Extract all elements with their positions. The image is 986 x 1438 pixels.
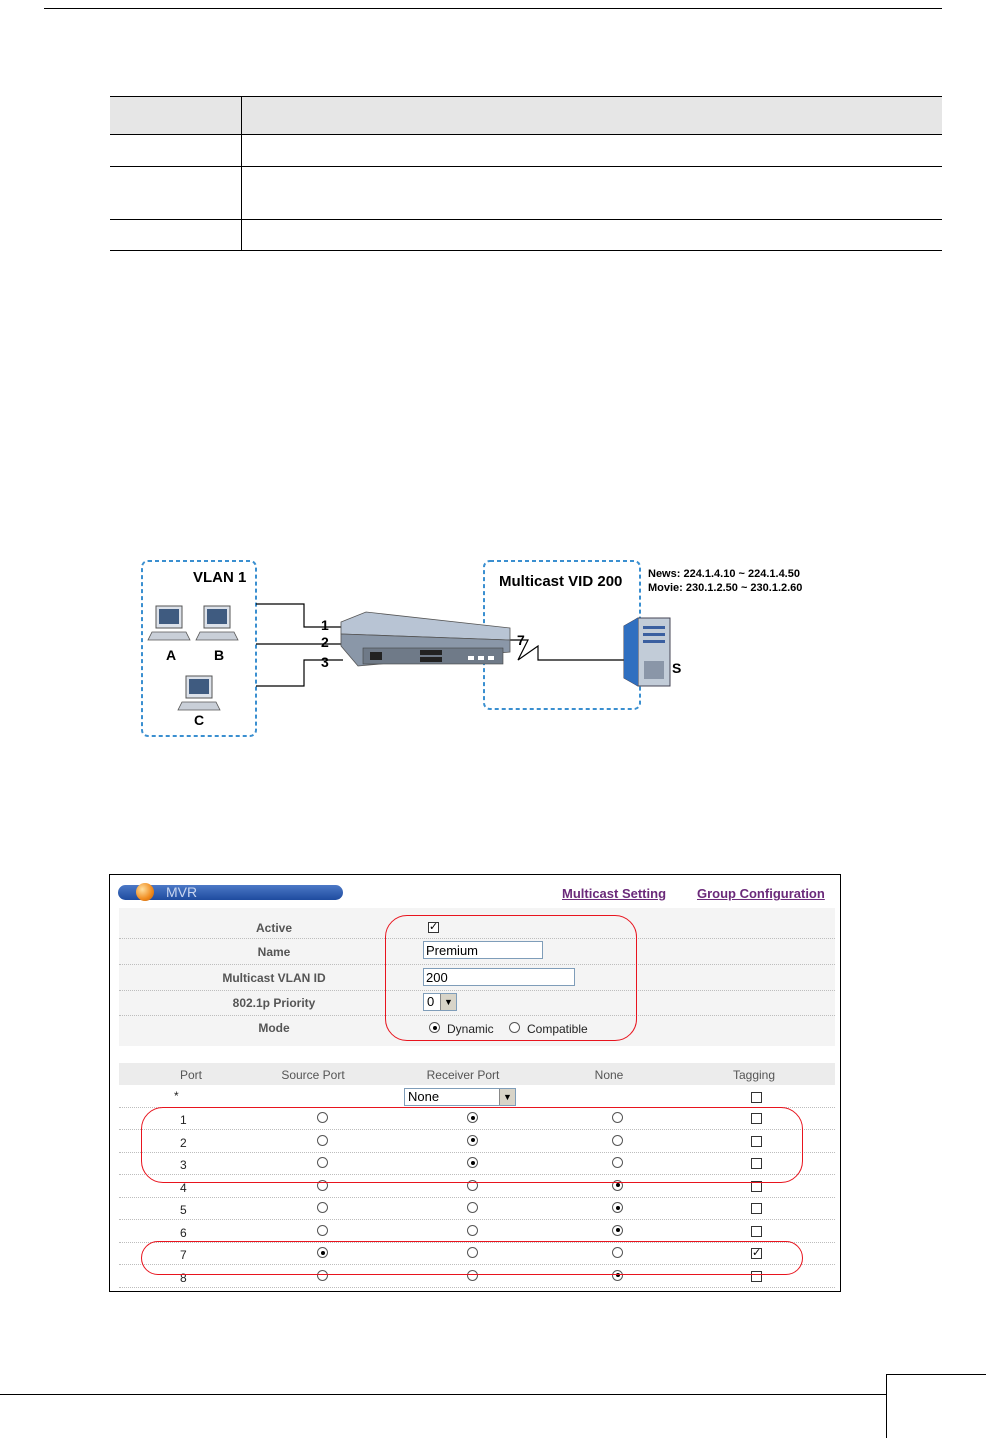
name-row [119,938,835,965]
tagging-checkbox[interactable] [751,1226,762,1237]
tagging-checkbox[interactable] [751,1158,762,1169]
chevron-down-icon: ▼ [499,1089,515,1105]
port-none-radio[interactable] [612,1247,623,1258]
port-3-label: 3 [321,654,329,670]
port-number: 5 [180,1203,187,1217]
group-configuration-link[interactable]: Group Configuration [697,886,825,901]
receiver-port-select[interactable] [404,1088,516,1106]
port-none-radio[interactable] [612,1135,623,1146]
computer-c-icon [178,676,220,710]
name-label: Name [257,945,291,959]
tagging-checkbox[interactable] [751,1136,762,1147]
tagging-checkbox[interactable] [751,1203,762,1214]
page-title: MVR [166,884,198,900]
port-none-radio[interactable] [612,1270,623,1281]
port-2-label: 2 [321,634,329,650]
port-1-label: 1 [321,617,329,633]
port-number: 3 [180,1158,187,1172]
table-row [119,1220,835,1243]
host-c-label: C [194,712,205,728]
port-receiver-radio[interactable] [467,1180,478,1191]
port-source-radio[interactable] [317,1180,328,1191]
news-range-label: News: 224.1.4.10 ~ 224.1.4.50 [648,568,800,580]
computer-a-icon [148,606,190,640]
port-receiver-radio[interactable] [467,1202,478,1213]
blank-table [110,96,942,251]
table-row [119,1197,835,1220]
vlan-row [119,964,835,991]
mode-label: Mode [258,1021,290,1035]
port-receiver-radio[interactable] [467,1270,478,1281]
mode-dynamic-label: Dynamic [447,1022,494,1036]
server-icon [624,618,670,686]
table-row [110,220,942,251]
multicast-setting-link[interactable]: Multicast Setting [562,886,667,901]
tagging-checkbox[interactable] [751,1181,762,1192]
port-source-radio[interactable] [317,1270,328,1281]
header-rule [44,8,942,9]
table-header-cell [110,97,242,135]
mode-dynamic-radio[interactable] [429,1022,440,1033]
all-ports-label: * [174,1089,179,1103]
tagging-checkbox[interactable]: ✓ [752,1247,762,1259]
vlan-id-label: Multicast VLAN ID [222,971,326,985]
active-label: Active [255,921,293,935]
port-number: 6 [180,1225,187,1240]
port-none-radio[interactable] [612,1225,623,1236]
port-source-radio[interactable] [317,1202,328,1213]
port-source-radio[interactable] [317,1225,328,1236]
mode-compatible-radio[interactable] [509,1022,520,1033]
port-none-radio[interactable] [612,1202,623,1213]
port-source-radio[interactable] [317,1112,328,1123]
table-row [119,1265,835,1288]
col-port-header: Port [179,1068,202,1082]
port-number: 4 [180,1180,187,1195]
port-receiver-radio[interactable] [467,1157,478,1168]
host-a-label: A [166,647,177,663]
computer-b-icon [196,606,238,640]
priority-row [119,990,835,1016]
receiver-port-select-value: None [408,1089,440,1104]
table-row [110,167,942,220]
priority-label: 802.1p Priority [232,996,316,1010]
mvr-network-diagram [138,556,828,746]
table-header-cell [242,97,943,135]
port-number: 7 [180,1248,187,1262]
port-none-radio[interactable] [612,1157,623,1168]
mode-compatible-label: Compatible [527,1022,588,1036]
port-receiver-radio[interactable] [467,1112,478,1123]
tagging-checkbox[interactable] [751,1271,762,1282]
table-row [119,1107,835,1130]
port-receiver-radio[interactable] [467,1247,478,1258]
port-source-radio[interactable] [317,1135,328,1146]
cable-port-1 [256,604,343,627]
mvr-screen [109,874,841,1292]
table-row [119,1130,835,1153]
page-number-box [886,1374,986,1438]
port-none-radio[interactable] [612,1180,623,1191]
all-ports-row [119,1085,835,1108]
col-receiver-header: Receiver Port [426,1068,500,1082]
table-row [119,1152,835,1175]
cable-port-7 [508,640,624,660]
port-source-radio[interactable] [317,1157,328,1168]
priority-value: 0 [427,994,435,1009]
settings-panel [119,908,835,1046]
col-tagging-header: Tagging [732,1068,776,1082]
title-orb-icon [136,883,154,901]
port-none-radio[interactable] [612,1112,623,1123]
port-table [119,1063,835,1289]
host-b-label: B [214,647,225,663]
name-input[interactable]: Premium [423,941,543,959]
footer-rule [0,1394,986,1395]
multicast-vid-label: Multicast VID 200 [499,573,623,590]
cable-port-3 [256,660,343,686]
active-row [119,916,835,939]
table-row [119,1242,835,1265]
tagging-all-checkbox[interactable] [751,1092,762,1103]
port-number: 1 [180,1113,187,1127]
movie-range-label: Movie: 230.1.2.50 ~ 230.1.2.60 [648,582,803,594]
mode-row [119,1015,835,1039]
port-number: 2 [180,1135,187,1150]
server-label: S [672,660,682,676]
port-source-radio[interactable] [317,1247,328,1258]
port-number: 8 [180,1270,187,1285]
col-source-header: Source Port [281,1068,345,1082]
tagging-checkbox[interactable] [751,1113,762,1124]
port-receiver-radio[interactable] [467,1135,478,1146]
table-row [110,135,942,167]
priority-select[interactable] [423,993,457,1011]
port-7-label: 7 [517,632,525,648]
table-row [119,1175,835,1198]
port-receiver-radio[interactable] [467,1225,478,1236]
col-none-header: None [594,1068,624,1082]
active-checkbox[interactable]: ✓ [429,921,439,933]
port-table-header [119,1063,835,1085]
chevron-down-icon: ▼ [440,994,456,1010]
vlan-label: VLAN 1 [193,569,247,586]
vlan-id-input[interactable]: 200 [423,968,575,986]
